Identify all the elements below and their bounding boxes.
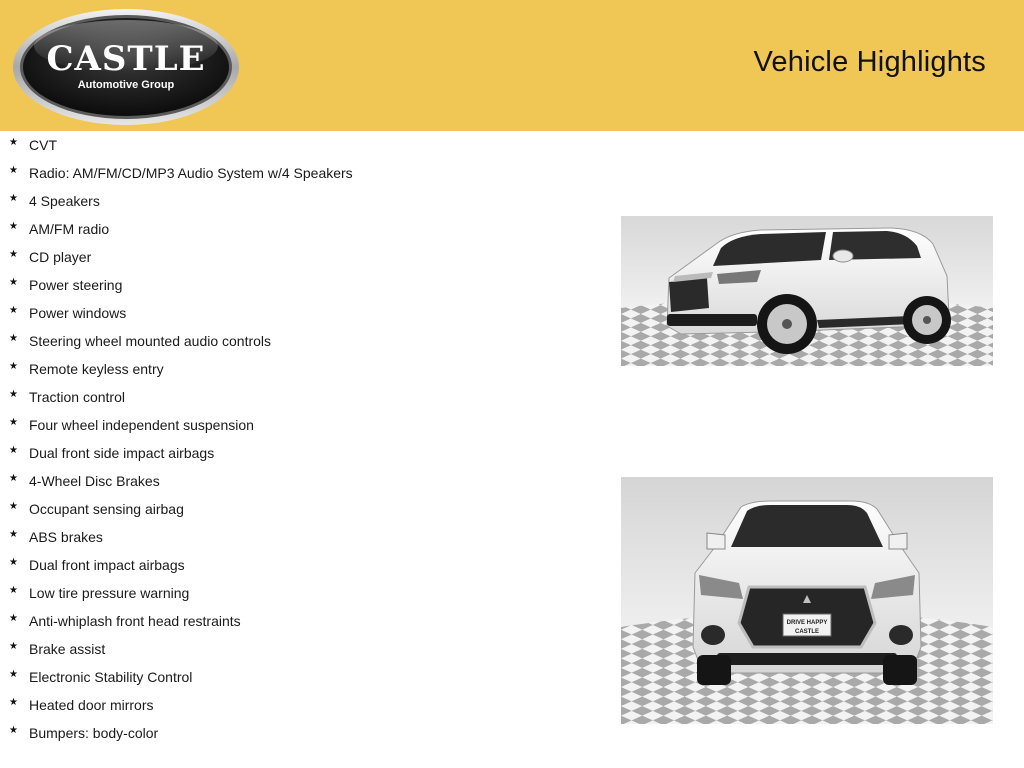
feature-list (0, 136, 353, 752)
feature-item (0, 724, 353, 752)
star-icon: ★ (9, 669, 18, 680)
star-icon: ★ (9, 249, 18, 260)
feature-text: Radio: AM/FM/CD/MP3 Audio System w/4 Speakers (29, 165, 353, 181)
feature-text: Heated door mirrors (29, 697, 154, 713)
feature-text: Four wheel independent suspension (29, 417, 254, 433)
feature-text: Steering wheel mounted audio controls (29, 333, 272, 349)
feature-text: CVT (29, 137, 57, 153)
feature-text: Dual front side impact airbags (29, 445, 215, 461)
star-icon: ★ (9, 305, 18, 316)
feature-text: Low tire pressure warning (29, 585, 190, 601)
star-icon: ★ (9, 529, 18, 540)
star-icon: ★ (9, 557, 18, 568)
feature-text: Bumpers: body-color (29, 725, 159, 741)
star-icon: ★ (9, 585, 18, 596)
star-icon: ★ (9, 221, 18, 232)
feature-item (0, 248, 353, 276)
feature-text: CD player (29, 249, 92, 265)
feature-text: Brake assist (29, 641, 106, 657)
feature-text: Traction control (29, 389, 125, 405)
feature-item (0, 556, 353, 584)
feature-item (0, 696, 353, 724)
feature-item (0, 192, 353, 220)
feature-text: Remote keyless entry (29, 361, 164, 377)
star-icon: ★ (9, 277, 18, 288)
logo-subtext: Automotive Group (77, 79, 175, 91)
star-icon: ★ (9, 725, 18, 736)
header-banner (0, 0, 1024, 131)
feature-item (0, 584, 353, 612)
star-icon: ★ (9, 501, 18, 512)
feature-item (0, 220, 353, 248)
feature-item (0, 304, 353, 332)
star-icon: ★ (9, 613, 18, 624)
feature-item (0, 640, 353, 668)
feature-item (0, 416, 353, 444)
feature-item (0, 276, 353, 304)
feature-text: Dual front impact airbags (29, 557, 185, 573)
castle-logo (12, 8, 240, 126)
feature-text: 4-Wheel Disc Brakes (29, 473, 160, 489)
feature-item (0, 444, 353, 472)
feature-text: Anti-whiplash front head restraints (29, 613, 241, 629)
plate-line2: CASTLE (795, 629, 819, 635)
feature-text: AM/FM radio (29, 221, 110, 237)
plate-line1: DRIVE HAPPY (786, 620, 828, 626)
feature-item (0, 500, 353, 528)
feature-text: ABS brakes (29, 529, 103, 545)
vehicle-photo-front (621, 477, 993, 724)
feature-item (0, 360, 353, 388)
star-icon: ★ (9, 165, 18, 176)
feature-text: Power windows (29, 305, 127, 321)
star-icon: ★ (9, 389, 18, 400)
feature-text: Power steering (29, 277, 123, 293)
feature-text: Electronic Stability Control (29, 669, 193, 685)
logo-wordmark: CASTLE (46, 39, 206, 79)
feature-item (0, 388, 353, 416)
page-title: Vehicle Highlights (753, 46, 986, 78)
star-icon: ★ (9, 445, 18, 456)
star-icon: ★ (9, 417, 18, 428)
feature-text: Occupant sensing airbag (29, 501, 184, 517)
star-icon: ★ (9, 641, 18, 652)
feature-item (0, 668, 353, 696)
feature-item (0, 612, 353, 640)
star-icon: ★ (9, 697, 18, 708)
feature-item (0, 332, 353, 360)
star-icon: ★ (9, 361, 18, 372)
feature-item (0, 136, 353, 164)
feature-text: 4 Speakers (29, 193, 100, 209)
feature-item (0, 164, 353, 192)
vehicle-photo-side (621, 216, 993, 366)
star-icon: ★ (9, 137, 18, 148)
star-icon: ★ (9, 333, 18, 344)
star-icon: ★ (9, 193, 18, 204)
feature-item (0, 472, 353, 500)
star-icon: ★ (9, 473, 18, 484)
feature-item (0, 528, 353, 556)
